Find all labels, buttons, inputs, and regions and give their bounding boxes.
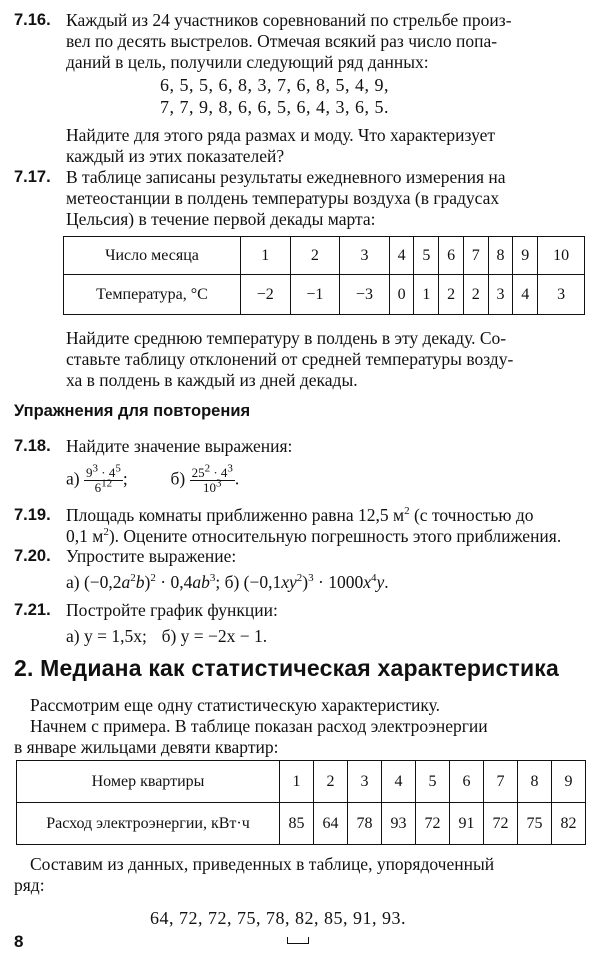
text-line: В таблице записаны результаты ежедневного измерения на	[66, 167, 506, 187]
data-series-line-2: 7, 7, 9, 8, 6, 6, 5, 6, 4, 3, 6, 5.	[160, 97, 389, 117]
option-a-label: а)	[66, 468, 80, 489]
problem-number: 7.16.	[14, 11, 51, 29]
text-line: Постройте график функции:	[66, 600, 278, 620]
problem-number: 7.21.	[14, 601, 51, 619]
text-line: Начнем с примера. В таблице показан расход электроэнергии	[30, 716, 488, 736]
text-line: каждый из этих показателей?	[66, 146, 285, 166]
function-a: а) y = 1,5x;	[66, 626, 147, 646]
problem-7-17-question	[14, 328, 588, 391]
text-fragment: ). Оцените относительную погрешность этого приближения.	[108, 526, 562, 546]
table-cell: 4	[389, 237, 414, 275]
row-header: Число месяца	[64, 237, 241, 275]
text-line: Составим из данных, приведенных в таблице, упорядоченный	[30, 854, 495, 874]
table-row	[64, 275, 585, 315]
series-end: , 82, 85, 91, 93.	[285, 908, 406, 928]
table-cell: 78	[348, 803, 382, 845]
table-cell: −2	[241, 275, 291, 315]
text-line: Рассмотрим еще одну статистическую характеристику.	[30, 695, 441, 715]
table-cell: 8	[518, 761, 552, 803]
superscript: 2	[103, 526, 109, 539]
table-cell: 1	[241, 237, 291, 275]
table-cell: 64	[314, 803, 348, 845]
fraction-a: $\frac{9^3 \cdot 4^5}{6^{12}}$	[85, 462, 121, 495]
text-line	[66, 505, 588, 526]
table-cell: 85	[280, 803, 314, 845]
graph-functions	[66, 626, 588, 647]
problem-7-17	[14, 167, 588, 230]
table-cell: 8	[488, 237, 513, 275]
review-heading: Упражнения для повторения	[14, 402, 251, 420]
page-number: 8	[14, 932, 24, 951]
table-cell: 2	[290, 237, 340, 275]
table-cell: 5	[416, 761, 450, 803]
table-row	[64, 237, 585, 275]
text-line: Найдите значение выражения:	[66, 436, 293, 456]
simplify-expressions: а) $(-0,2a^2b)^2 \cdot 0,4ab^3$; б) $(-0,1xy^2)^3 \cdot 1000x^4y$.	[66, 572, 389, 592]
table-cell: 3	[488, 275, 513, 315]
superscript: 2	[404, 505, 410, 518]
option-b-label: б)	[170, 468, 186, 489]
table-cell: 1	[280, 761, 314, 803]
problem-number: 7.20.	[14, 547, 51, 565]
text-line: метеостанции в полдень температуры воздуха (в градусах	[66, 188, 500, 208]
text-line: ставьте таблицу отклонений от средней температуры возду-	[66, 349, 514, 369]
text-fragment: Площадь комнаты приближенно равна 12,5 м	[66, 505, 405, 525]
table-cell: 10	[538, 237, 585, 275]
temperature-table	[63, 236, 585, 315]
problem-7-19	[14, 505, 588, 547]
terminator: .	[234, 468, 240, 489]
function-b: б) y = −2x − 1.	[161, 626, 268, 646]
table-cell: 1	[414, 275, 439, 315]
ordered-series	[150, 908, 406, 929]
row-header: Температура, °С	[64, 275, 241, 315]
table-cell: 2	[463, 275, 488, 315]
problem-number: 7.19.	[14, 506, 51, 524]
median-bracket	[287, 937, 309, 944]
table-cell: 91	[450, 803, 484, 845]
series-start: 64, 72, 72, 75,	[150, 908, 266, 928]
table-row	[17, 761, 586, 803]
ordered-paragraph	[14, 854, 588, 896]
table-row	[17, 803, 586, 845]
table-cell: 7	[484, 761, 518, 803]
electricity-table	[16, 760, 586, 845]
table-cell: 9	[513, 237, 538, 275]
table-cell: 4	[382, 761, 416, 803]
table-cell: 5	[414, 237, 439, 275]
fraction-b: $\frac{25^2 \cdot 4^3}{10^3}$	[191, 462, 233, 495]
text-line: Каждый из 24 участников соревнований по стрельбе произ-	[66, 10, 512, 30]
problem-7-16-question	[14, 125, 588, 167]
table-cell: 75	[518, 803, 552, 845]
table-cell: 3	[538, 275, 585, 315]
table-cell: 7	[463, 237, 488, 275]
text-line: Найдите среднюю температуру в полдень в эту декаду. Со-	[66, 328, 507, 348]
table-cell: −1	[290, 275, 340, 315]
row-header: Расход электроэнергии, кВт·ч	[17, 803, 280, 845]
problem-7-20	[14, 546, 588, 567]
table-cell: 0	[389, 275, 414, 315]
table-cell: −3	[340, 275, 390, 315]
text-fragment: 0,1 м	[66, 526, 104, 546]
table-cell: 3	[348, 761, 382, 803]
text-line: даний в цель, получили следующий ряд данных:	[66, 52, 429, 72]
problem-7-16	[14, 10, 588, 73]
data-series-line-1: 6, 5, 5, 6, 8, 3, 7, 6, 8, 5, 4, 9,	[160, 75, 389, 95]
separator: ;	[122, 468, 128, 489]
table-cell: 2	[439, 275, 464, 315]
table-cell: 3	[340, 237, 390, 275]
intro-paragraph	[14, 695, 588, 758]
row-header: Номер квартиры	[17, 761, 280, 803]
text-line: ряд:	[14, 875, 45, 895]
text-line: ха в полдень в каждый из дней декады.	[66, 370, 358, 390]
table-cell: 6	[450, 761, 484, 803]
table-cell: 82	[552, 803, 586, 845]
text-line: Упростите выражение:	[66, 546, 237, 566]
text-line: Цельсия) в течение первой декады марта:	[66, 209, 376, 229]
problem-7-21	[14, 600, 588, 621]
text-line: Найдите для этого ряда размах и моду. Что характеризует	[66, 125, 496, 145]
problem-7-18	[14, 436, 588, 457]
median-value: 78	[266, 908, 285, 928]
table-cell: 72	[416, 803, 450, 845]
text-fragment: (с точностью до	[409, 505, 534, 525]
table-cell: 4	[513, 275, 538, 315]
table-cell: 72	[484, 803, 518, 845]
text-line: вел по десять выстрелов. Отмечая всякий раз число попа-	[66, 31, 498, 51]
table-cell: 6	[439, 237, 464, 275]
expression-row	[66, 462, 588, 495]
table-cell: 9	[552, 761, 586, 803]
table-cell: 93	[382, 803, 416, 845]
text-line	[66, 526, 588, 547]
text-line: в январе жильцами девяти квартир:	[14, 737, 279, 757]
problem-number: 7.17.	[14, 168, 51, 186]
problem-number: 7.18.	[14, 437, 51, 455]
section-heading: 2. Медиана как статистическая характеристика	[14, 655, 559, 681]
table-cell: 2	[314, 761, 348, 803]
